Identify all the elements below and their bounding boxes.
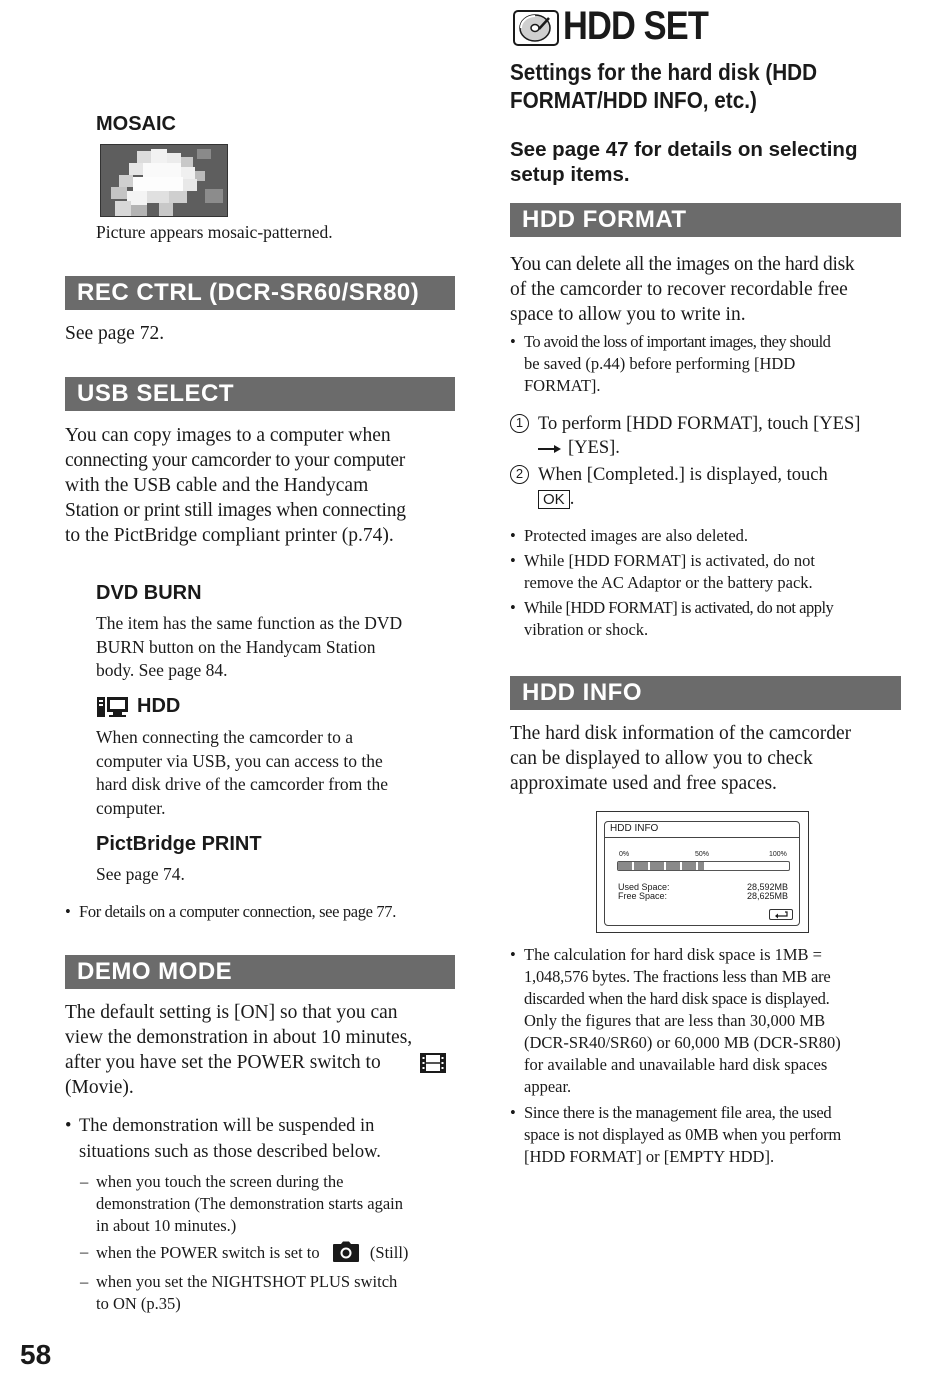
hdd-info-screen (596, 811, 809, 933)
demo-bullet: • The demonstration will be suspended in situations such as those described below. (65, 1113, 381, 1165)
text-line: when you set the NIGHTSHOT PLUS switch (96, 1272, 398, 1291)
tick-100: 100% (769, 851, 787, 858)
text-line: The item has the same function as the DVD (96, 613, 403, 633)
note-text: For details on a computer connection, see page 77. (79, 902, 396, 921)
hdd-info-screen-title: HDD INFO (610, 823, 659, 834)
text-line-with-icon (65, 1050, 412, 1075)
step-number-circle: 2 (510, 465, 529, 484)
page-number: 58 (20, 1339, 52, 1370)
used-space-label: Used Space: (618, 882, 670, 892)
hdd-set-subtitle (510, 58, 817, 114)
hdd-set-title: HDD SET (563, 4, 708, 48)
demo-dash-list (80, 1171, 408, 1315)
pictbridge-title: PictBridge PRINT (96, 833, 262, 855)
hdd-info-notes (510, 944, 841, 1168)
text-line: connecting your camcorder to your computer (65, 450, 405, 471)
text-line: When connecting the camcorder to a (96, 727, 354, 747)
text-line: FORMAT]. (524, 376, 601, 395)
usb-note: • For details on a computer connection, see page 77. (65, 902, 396, 921)
text-line: appear. (524, 1077, 572, 1096)
text-line: discarded when the hard disk space is displayed. (524, 989, 830, 1008)
text-line: hard disk drive of the camcorder from the (96, 774, 389, 794)
tick-50: 50% (695, 851, 710, 858)
text-line: computer via USB, you can access to the (96, 750, 383, 771)
text-line: demonstration (The demonstration starts again (96, 1194, 404, 1213)
pictbridge-text: See page 74. (96, 864, 185, 884)
hdd-info-text (510, 721, 851, 796)
dvd-burn-text (96, 612, 402, 683)
mosaic-title: MOSAIC (96, 113, 176, 135)
usb-select-text (65, 423, 460, 548)
step-2 (510, 463, 828, 511)
dash-item: – when the POWER switch is set to (Still) (80, 1241, 408, 1269)
text-line: approximate used and free spaces. (510, 773, 777, 794)
return-button-icon[interactable] (769, 909, 793, 920)
text-line: be saved (p.44) before performing [HDD (524, 354, 796, 373)
text-line: space to allow you to write in. (510, 304, 746, 325)
list-item: • Protected images are also deleted. (510, 525, 833, 547)
text-line: [YES]. (568, 438, 620, 458)
text-line: with the USB cable and the Handycam (65, 475, 369, 496)
demo-mode-text (65, 1000, 412, 1100)
camera-still-icon (332, 1241, 360, 1269)
rec-ctrl-heading: REC CTRL (DCR-SR60/SR80) (65, 276, 455, 310)
text-line: Protected images are also deleted. (524, 526, 749, 545)
usb-select-heading: USB SELECT (65, 377, 455, 411)
text-line: The default setting is [ON] so that you can (65, 1002, 398, 1023)
text-line: When [Completed.] is displayed, touch (538, 465, 828, 485)
hdd-format-note: • To avoid the loss of important images, they should be saved (p.44) before performing [HDD FORMAT]. (510, 332, 831, 395)
text-line: Station or print still images when connecting (65, 500, 406, 521)
text-line: (Still) (369, 1243, 409, 1262)
mosaic-image (101, 145, 227, 216)
hdd-computer-icon (96, 696, 130, 723)
text-line: situations such as those described below. (79, 1142, 381, 1162)
list-item: • The calculation for hard disk space is 1MB = 1,048,576 bytes. The fractions less than MB are discarded when the hard disk space is displayed. Only the figures that are less than 30,000 MB (DCR-SR40/SR60) or 60,000 MB (DCR-SR80) for available and unavailable hard disk spaces appear. (510, 945, 841, 1096)
text-line: To avoid the loss of important images, they should (524, 332, 831, 351)
dash-item: – when you set the NIGHTSHOT PLUS switch to ON (p.35) (80, 1271, 408, 1315)
text-line: for available and unavailable hard disk spaces (524, 1055, 828, 1074)
text-line: space is not displayed as 0MB when you perform (524, 1125, 842, 1144)
text-line: body. See page 84. (96, 660, 228, 680)
hdd-option-text (96, 726, 388, 820)
arrow-right-icon (538, 437, 562, 461)
text-line: BURN button on the Handycam Station (96, 636, 376, 657)
movie-film-icon (420, 1053, 446, 1080)
text-line: to ON (p.35) (96, 1294, 181, 1313)
text-line: computer. (96, 797, 166, 818)
text-line: The hard disk information of the camcorder (510, 723, 852, 744)
free-space-value: 28,625MB (746, 891, 788, 901)
hdd-format-text (510, 252, 854, 327)
text-line: when you touch the screen during the (96, 1172, 344, 1191)
usage-bar (617, 861, 790, 871)
dvd-burn-title: DVD BURN (96, 582, 202, 604)
text-line: You can copy images to a computer when (65, 425, 391, 446)
text-line: of the camcorder to recover recordable free (510, 279, 848, 300)
text-line: The calculation for hard disk space is 1MB = (524, 945, 822, 964)
mosaic-picture (100, 144, 228, 217)
text-line: after you have set the POWER switch to (65, 1052, 381, 1073)
text-line: to the PictBridge compliant printer (p.74). (65, 525, 394, 546)
text-line: vibration or shock. (524, 620, 649, 639)
text-line: in about 10 minutes.) (96, 1216, 237, 1235)
free-space-label: Free Space: (618, 891, 668, 901)
text-line: (Movie). (65, 1077, 134, 1098)
text-line: Only the figures that are less than 30,000 MB (524, 1011, 826, 1030)
text-line: To perform [HDD FORMAT], touch [YES] (538, 414, 861, 434)
list-item: • Since there is the management file area, the used space is not displayed as 0MB when you perform [HDD FORMAT] or [EMPTY HDD]. (510, 1103, 842, 1166)
hdd-format-heading: HDD FORMAT (510, 203, 901, 237)
text-line: While [HDD FORMAT] is activated, do not apply (524, 598, 834, 617)
step-number-circle: 1 (510, 414, 529, 433)
tick-0: 0% (619, 851, 630, 858)
text-line: view the demonstration in about 10 minutes, (65, 1027, 413, 1048)
list-item: • While [HDD FORMAT] is activated, do not remove the AC Adaptor or the battery pack. (510, 550, 833, 594)
text-line: when the POWER switch is set to (96, 1243, 320, 1262)
text-line: You can delete all the images on the hard disk (510, 254, 855, 275)
demo-mode-heading: DEMO MODE (65, 955, 455, 989)
text-line: See page 47 for details on selecting (510, 138, 858, 161)
hdd-disc-icon (513, 10, 559, 51)
text-line: FORMAT/HDD INFO, etc.) (510, 87, 757, 113)
hdd-info-screen-panel (604, 821, 800, 926)
used-space-value: 28,592MB (746, 882, 788, 892)
step-1 (510, 412, 860, 461)
text-line: . (569, 489, 575, 509)
list-item: • While [HDD FORMAT] is activated, do not apply vibration or shock. (510, 598, 834, 639)
ok-button[interactable]: OK (538, 490, 570, 509)
hdd-option-title: HDD (137, 695, 181, 717)
text-line: Settings for the hard disk (HDD (510, 59, 818, 85)
dash-item: – when you touch the screen during the demonstration (The demonstration starts again in about 10 minutes.) (80, 1171, 408, 1237)
mosaic-caption: Picture appears mosaic-patterned. (96, 222, 333, 242)
text-line: (DCR-SR40/SR60) or 60,000 MB (DCR-SR80) (524, 1033, 841, 1052)
hdd-info-screen-title-row (605, 822, 799, 838)
text-line: While [HDD FORMAT] is activated, do not (524, 551, 815, 570)
text-line: The demonstration will be suspended in (79, 1116, 375, 1136)
text-line: Since there is the management file area, the used (524, 1103, 832, 1122)
hdd-format-notes (510, 525, 833, 641)
see-page-note (510, 137, 857, 187)
text-line: can be displayed to allow you to check (510, 748, 813, 769)
text-line: [HDD FORMAT] or [EMPTY HDD]. (524, 1147, 775, 1166)
usage-bar-fill (618, 862, 704, 870)
rec-ctrl-text: See page 72. (65, 323, 165, 344)
text-line: 1,048,576 bytes. The fractions less than MB are (524, 967, 831, 986)
text-line: remove the AC Adaptor or the battery pack. (524, 573, 813, 592)
hdd-info-heading: HDD INFO (510, 676, 901, 710)
text-line: setup items. (510, 163, 630, 186)
